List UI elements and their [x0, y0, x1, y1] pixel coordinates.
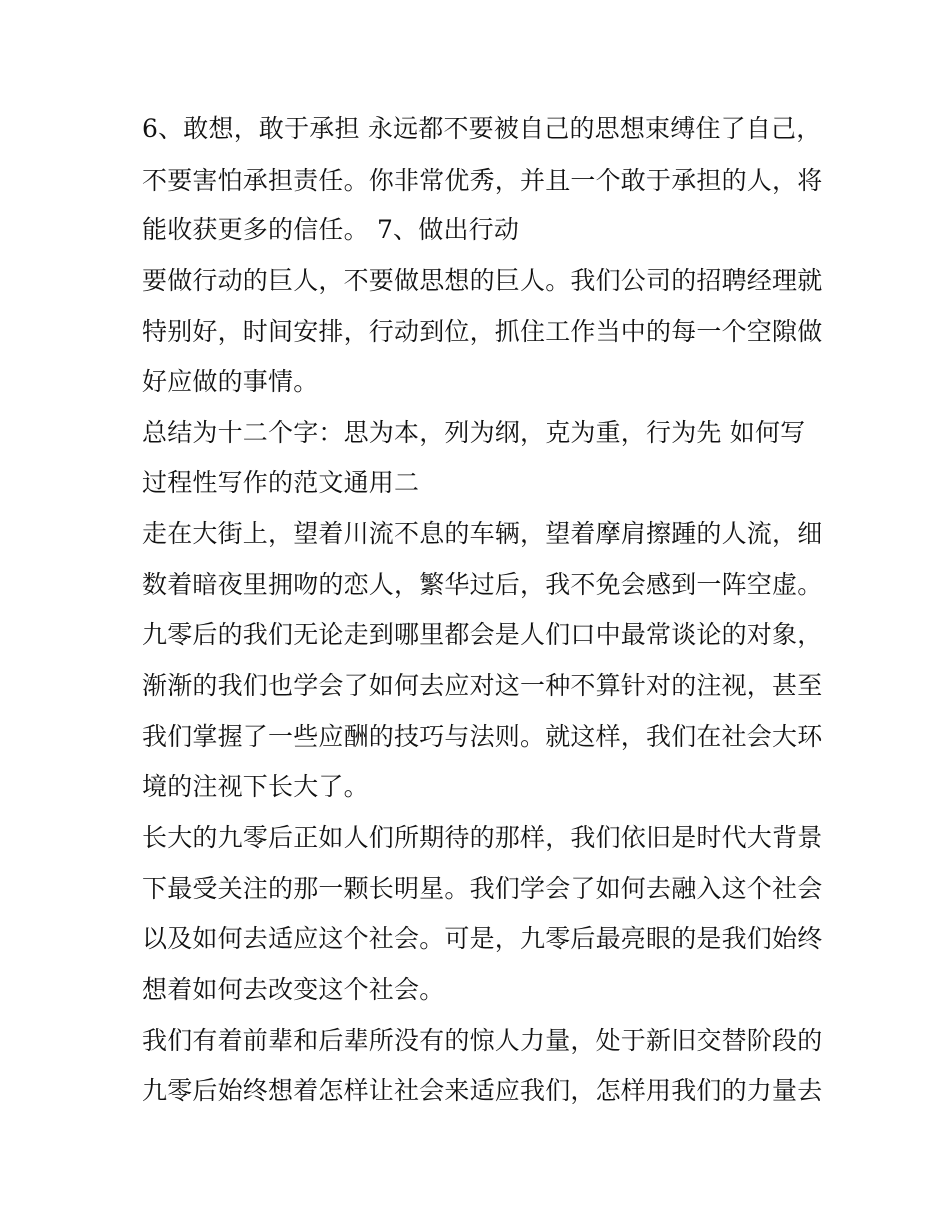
text-line: 能收获更多的信任。 7、做出行动 [142, 215, 520, 244]
text-line: 总结为十二个字：思为本，列为纲，克为重，行为先 如何写 [142, 418, 806, 447]
text-line: 我们掌握了一些应酬的技巧与法则。就这样，我们在社会大环 [142, 722, 823, 751]
text-line: 九零后始终想着怎样让社会来适应我们，怎样用我们的力量去 [142, 1076, 823, 1105]
text-line: 走在大街上，望着川流不息的车辆，望着摩肩擦踵的人流，细 [142, 519, 823, 548]
text-line: 过程性写作的范文通用二 [142, 468, 420, 497]
text-line: 特别好，时间安排，行动到位，抓住工作当中的每一个空隙做 [142, 317, 823, 346]
text-line: 境的注视下长大了。 [142, 772, 369, 801]
text-line: 长大的九零后正如人们所期待的那样，我们依旧是时代大背景 [142, 823, 823, 852]
text-line: 不要害怕承担责任。你非常优秀，并且一个敢于承担的人，将 [142, 166, 823, 195]
text-line: 下最受关注的那一颗长明星。我们学会了如何去融入这个社会 [142, 874, 823, 903]
text-line: 要做行动的巨人，不要做思想的巨人。我们公司的招聘经理就 [142, 266, 823, 295]
text-line: 渐渐的我们也学会了如何去应对这一种不算针对的注视，甚至 [142, 671, 823, 700]
text-line: 想着如何去改变这个社会。 [142, 975, 445, 1004]
text-line: 以及如何去适应这个社会。可是，九零后最亮眼的是我们始终 [142, 924, 823, 953]
text-line: 九零后的我们无论走到哪里都会是人们口中最常谈论的对象， [142, 620, 823, 649]
text-line: 好应做的事情。 [142, 367, 319, 396]
text-line: 数着暗夜里拥吻的恋人，繁华过后，我不免会感到一阵空虚。 [142, 570, 823, 599]
text-line: 我们有着前辈和后辈所没有的惊人力量，处于新旧交替阶段的 [142, 1026, 823, 1055]
text-line: 6、敢想，敢于承担 永远都不要被自己的思想束缚住了自己， [142, 114, 822, 143]
